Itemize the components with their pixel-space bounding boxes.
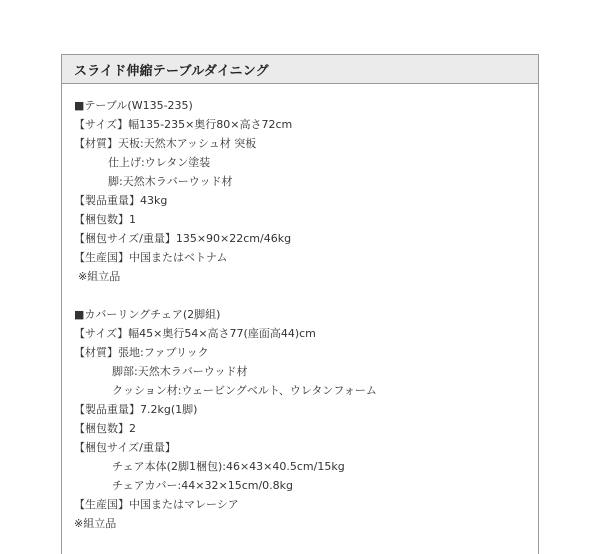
table-heading: ■テーブル(W135-235) [74,99,193,112]
chair-legs: 脚部:天然木ラバーウッド材 [112,365,248,378]
chair-size: 【サイズ】幅45×奥行54×高さ77(座面高44)cm [74,327,316,340]
chair-material-upholstery: 【材質】張地:ファブリック [74,346,209,359]
page-title: スライド伸縮テーブルダイニング [74,63,269,79]
section-gap [74,286,538,305]
chair-packages: 【梱包数】2 [74,422,136,435]
chair-cushion: クッション材:ウェービングベルト、ウレタンフォーム [112,384,377,397]
table-weight: 【製品重量】43kg [74,194,168,207]
chair-weight: 【製品重量】7.2kg(1脚) [74,403,198,416]
spec-body [62,84,538,533]
spec-panel [61,54,539,554]
table-origin: 【生産国】中国またはベトナム [74,251,228,264]
chair-package-body: チェア本体(2脚1梱包):46×43×40.5cm/15kg [112,460,345,473]
table-packages: 【梱包数】1 [74,213,136,226]
chair-package-cover: チェアカバー:44×32×15cm/0.8kg [112,479,294,492]
table-assembly-note: ※組立品 [78,270,121,283]
chair-origin: 【生産国】中国またはマレーシア [74,498,239,511]
chair-heading: ■カバーリングチェア(2脚組) [74,308,221,321]
table-legs: 脚:天然木ラバーウッド材 [108,175,233,188]
table-package-size: 【梱包サイズ/重量】135×90×22cm/46kg [74,232,292,245]
chair-assembly-note: ※組立品 [74,517,117,530]
spec-header [62,55,538,84]
table-material-top: 【材質】天板:天然木アッシュ材 突板 [74,137,257,150]
table-finish: 仕上げ:ウレタン塗装 [108,156,211,169]
chair-package-label: 【梱包サイズ/重量】 [74,441,176,454]
table-size: 【サイズ】幅135-235×奥行80×高さ72cm [74,118,293,131]
